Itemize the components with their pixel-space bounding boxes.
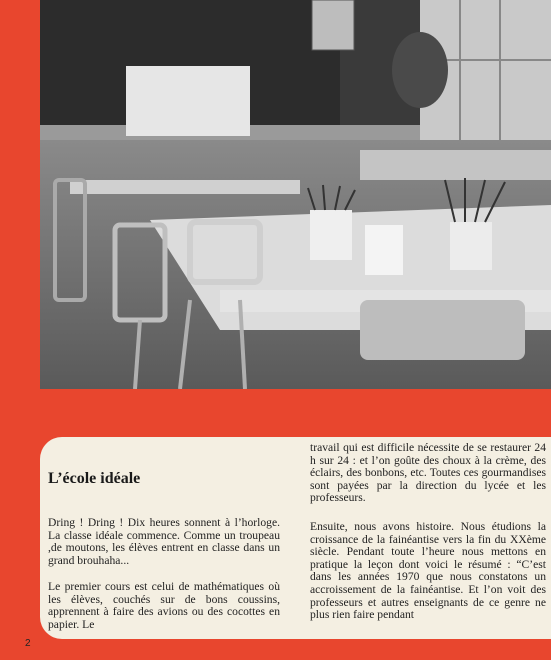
page-number: 2 <box>25 638 31 649</box>
article-card <box>40 437 551 639</box>
paragraph-4: Ensuite, nous avons histoire. Nous étudions la croissance de la fainéantise vers la fin du XXème siècle. Pendant toute l’heure nous mettons en pratique la leçon dont voici le résumé : “C’est dans les années 1970 que nous constatons un accroissement de la fainéantise. Et l’on voit des professeurs et autres enseignants de ce genre ne plus rien faire pendant <box>310 520 546 622</box>
article-title: L’école idéale <box>48 470 141 487</box>
classroom-photo <box>40 0 551 389</box>
paragraph-2: Le premier cours est celui de mathématiques où les élèves, couchés sur de bons coussins, apprennent à faire des avions ou des cocottes en papier. Le <box>48 580 280 631</box>
paragraph-3: travail qui est difficile nécessite de se restaurer 24 h sur 24 : et l’on goûte des choux à la crème, des éclairs, des bonbons, etc. Toutes ces gourmandises sont payées par la direction du lycée et les professeurs. <box>310 441 546 505</box>
paragraph-1: Dring ! Dring ! Dix heures sonnent à l’horloge. La classe idéale commence. Comme un troupeau ,de moutons, les élèves entrent en classe dans un grand brouhaha... <box>48 516 280 567</box>
